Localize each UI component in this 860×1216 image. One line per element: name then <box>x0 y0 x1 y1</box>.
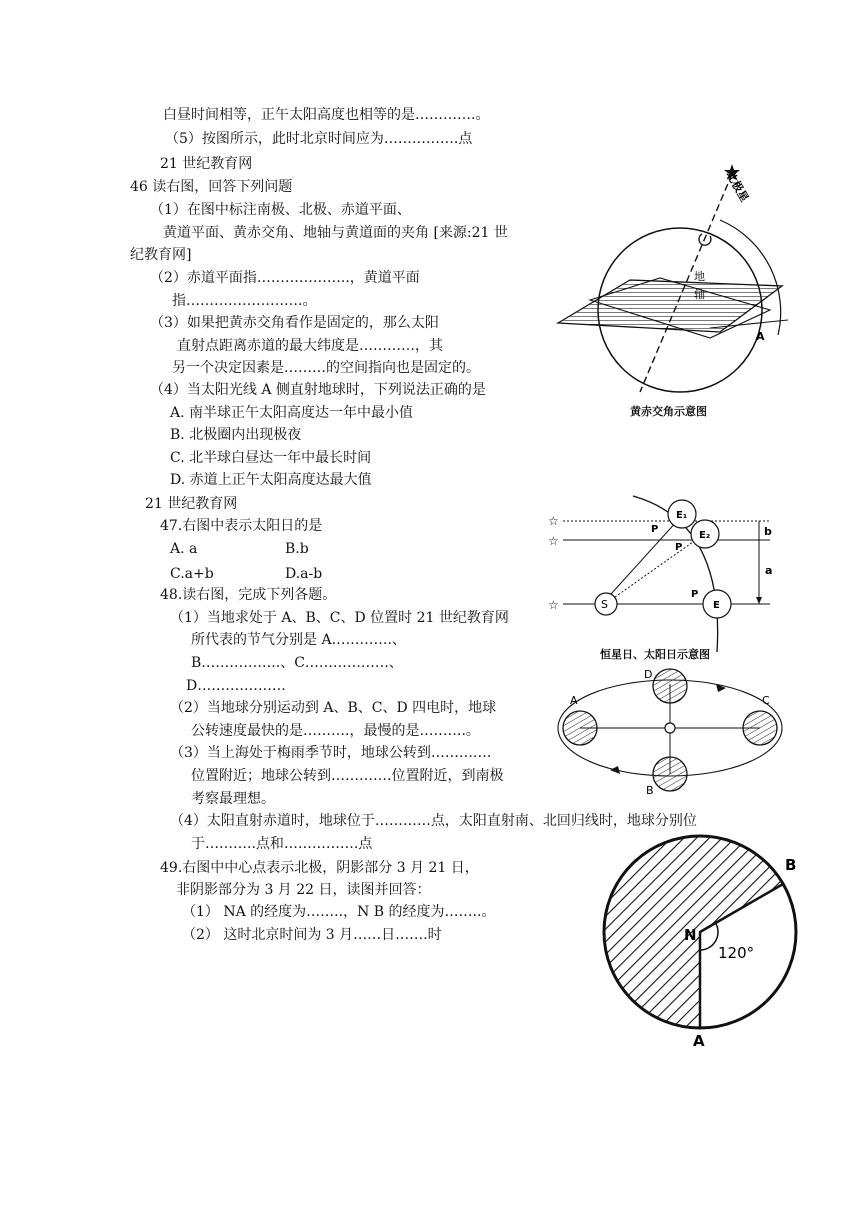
text-line: D………………. <box>186 678 286 694</box>
sidereal-solar-day-diagram <box>545 492 785 652</box>
option-a: A. 南半球正午太阳高度达一年中最小值 <box>170 405 414 421</box>
direction-arrow-icon <box>610 766 620 774</box>
question-48-title: 48.读右图，完成下列各题。 <box>160 587 337 603</box>
orbit-label-c: C <box>762 694 770 707</box>
option-b: B. 北极圈内出现极夜 <box>170 427 302 443</box>
text-line: 于………..点和…………….点 <box>191 836 373 852</box>
star-icon: ☆ <box>548 514 559 528</box>
text-line: 非阴影部分为 3 月 22 日，读图并回答： <box>176 882 431 898</box>
ray-label-a: A <box>756 330 765 343</box>
text-line: B……………..、C………………、 <box>191 655 403 671</box>
ecliptic-diagram <box>550 160 790 420</box>
option-a: A. a <box>170 541 198 557</box>
point-a-label: A <box>693 1032 705 1050</box>
p-label: P <box>675 542 683 553</box>
angle-label: 120° <box>718 944 755 962</box>
sun-icon <box>665 723 675 733</box>
text-line: 指…………………….。 <box>172 293 317 309</box>
earth-a <box>563 711 597 745</box>
axis-label-1: 地 <box>694 270 705 283</box>
earth-e2-label: E₂ <box>699 530 711 541</box>
text-line: 21 世纪教育网 <box>160 156 253 172</box>
text-line: 另一个决定因素是………的空间指向也是固定的。 <box>172 360 480 376</box>
earth-b <box>653 757 687 791</box>
text-line: （3）当上海处于梅雨季节时，地球公转到…………. <box>170 745 492 761</box>
text-line: （1） NA 的经度为……..，N B 的经度为……..。 <box>182 904 496 920</box>
star-icon: ☆ <box>548 534 559 548</box>
text-line: （2）当地球分别运动到 A、B、C、D 四电时，地球 <box>170 700 497 716</box>
orbit-label-d: D <box>644 668 653 681</box>
text-line: 所代表的节气分别是 A………….、 <box>191 632 407 648</box>
figure-caption: 黄赤交角示意图 <box>630 405 707 418</box>
text-line: （4）当太阳光线 A 侧直射地球时，下列说法正确的是 <box>150 382 486 398</box>
polar-view-diagram <box>600 832 830 1052</box>
text-line: （4）太阳直射赤道时，地球位于…………点，太阳直射南、北回归线时，地球分别位 <box>170 813 697 829</box>
earth-e1-label: E₁ <box>676 510 688 521</box>
figure-caption: 恒星日、太阳日示意图 <box>600 648 710 661</box>
text-line: （1）在图中标注南极、北极、赤道平面、 <box>150 202 411 218</box>
p-label: P <box>691 589 699 600</box>
orbit-label-a: A <box>570 694 578 707</box>
text-line: 公转速度最快的是……….，最慢的是……….。 <box>191 723 480 739</box>
question-47-title: 47.右图中表示太阳日的是 <box>160 518 323 534</box>
p-label: P <box>651 524 659 535</box>
option-b: B.b <box>285 541 309 557</box>
text-line: 白昼时间相等，正午太阳高度也相等的是………….。 <box>163 107 490 123</box>
option-d: D.a-b <box>285 566 323 582</box>
text-line: （2） 这时北京时间为 3 月……日…….时 <box>182 927 442 943</box>
text-line: （2）赤道平面指………………..，黄道平面 <box>150 270 420 286</box>
north-pole-label: N <box>684 926 697 944</box>
text-line: （3）如果把黄赤交角看作是固定的，那么太阳 <box>150 315 439 331</box>
text-line: 位置附近；地球公转到………….位置附近，到南极 <box>191 768 504 784</box>
point-b-label: B <box>785 856 797 874</box>
orbit-diagram <box>550 664 790 804</box>
option-c: C. 北半球白昼达一年中最长时间 <box>170 450 372 466</box>
option-d: D. 赤道上正午太阳高度达最大值 <box>170 472 372 488</box>
question-46-title: 46 读右图，回答下列问题 <box>130 179 293 195</box>
sun-label: S <box>601 598 608 611</box>
text-line: 黄道平面、黄赤交角、地轴与黄道面的夹角 [来源:21 世 <box>163 225 508 241</box>
question-49-title: 49.右图中中心点表示北极，阴影部分 3 月 21 日， <box>160 860 479 876</box>
text-line: （5）按图所示，此时北京时间应为…………….点 <box>165 131 473 147</box>
text-line: 纪教育网] <box>130 247 192 263</box>
text-line: 直射点距离赤道的最大纬度是…………，其 <box>177 338 443 354</box>
option-c: C.a+b <box>170 566 214 582</box>
polaris-label: 北极星 <box>723 169 752 205</box>
orbit-label-b: B <box>646 784 654 797</box>
text-line: 考察最理想。 <box>191 791 275 807</box>
a-label: a <box>765 564 773 577</box>
earth-c <box>743 711 777 745</box>
earth-e-label: E <box>713 600 720 611</box>
text-line: （1）当地求处于 A、B、C、D 位置时 21 世纪教育网 <box>170 610 509 626</box>
text-line: 21 世纪教育网 <box>145 496 238 512</box>
axis-label-2: 轴 <box>694 288 705 301</box>
star-icon: ☆ <box>548 598 559 612</box>
earth-d <box>653 669 687 703</box>
b-label: b <box>764 525 772 538</box>
